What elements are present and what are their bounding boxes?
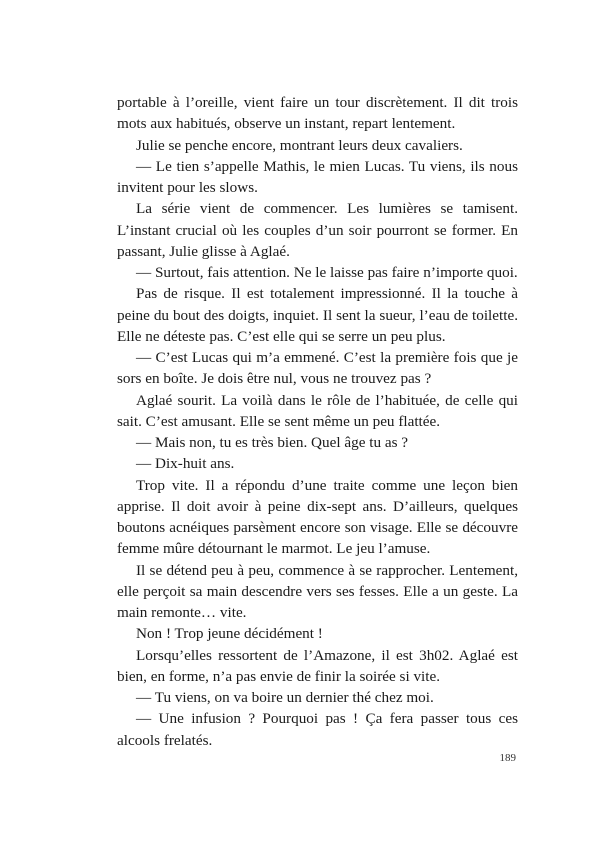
paragraph: Non ! Trop jeune décidément ! <box>136 625 323 643</box>
dialogue-line: — Tu viens, on va boire un dernier thé chez moi. <box>136 689 434 706</box>
paragraph: Aglaé sourit. La voilà dans le rôle de l’habituée, de celle qui sait. C’est amusant. Elle se sent même un peu flattée. <box>117 391 518 430</box>
dialogue-line: — Surtout, fais attention. Ne le laisse pas faire n’importe quoi. <box>136 264 518 281</box>
page-number: 189 <box>499 752 516 764</box>
dialogue-line: — Dix-huit ans. <box>136 455 235 473</box>
dialogue-line: — Le tien s’appelle Mathis, le mien Lucas. Tu viens, ils nous invitent pour les slows. <box>117 157 518 196</box>
dialogue-line: — Mais non, tu es très bien. Quel âge tu as ? <box>136 434 409 451</box>
paragraph: Lorsqu’elles ressortent de l’Amazone, il est 3h02. Aglaé est bien, en forme, n’a pas envie de finir la soirée si vite. <box>117 646 518 685</box>
paragraph: Il se détend peu à peu, commence à se rapprocher. Lentement, elle perçoit sa main descendre vers ses fesses. Elle a un geste. La main remonte… vite. <box>117 561 518 621</box>
body-text <box>117 92 518 751</box>
paragraph: Trop vite. Il a répondu d’une traite comme une leçon bien apprise. Il doit avoir à peine dix-sept ans. D’ailleurs, quelques boutons acnéiques parsèment encore son visage. Elle se découvre femme mûre détournant le marmot. Le jeu l’amuse. <box>117 476 518 558</box>
paragraph: La série vient de commencer. Les lumières se tamisent. L’instant crucial où les couples d’un soir pourront se former. En passant, Julie glisse à Aglaé. <box>117 200 518 260</box>
paragraph: Julie se penche encore, montrant leurs deux cavaliers. <box>136 136 463 154</box>
dialogue-line: — C’est Lucas qui m’a emmené. C’est la première fois que je sors en boîte. Je dois être nul, vous ne trouvez pas ? <box>117 349 518 388</box>
dialogue-line: — Une infusion ? Pourquoi pas ! Ça fera passer tous ces alcools frelatés. <box>117 710 518 749</box>
paragraph: Pas de risque. Il est totalement impressionné. Il la touche à peine du bout des doigts, inquiet. Il sent la sueur, l’eau de toilette. Elle ne déteste pas. C’est elle qui se serre un peu plus. <box>117 285 518 345</box>
paragraph: portable à l’oreille, vient faire un tour discrètement. Il dit trois mots aux habitués, observe un instant, repart lentement. <box>117 94 518 133</box>
